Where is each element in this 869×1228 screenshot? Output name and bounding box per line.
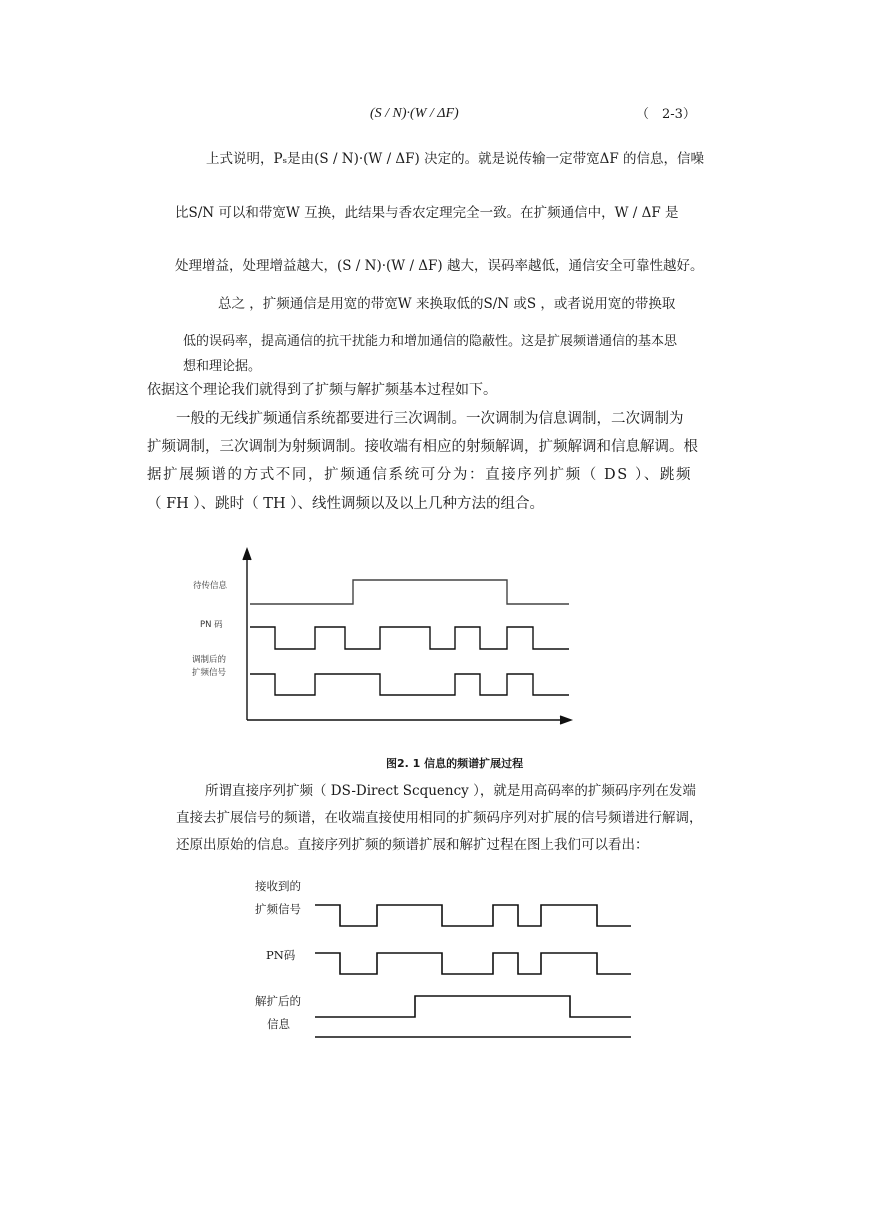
paragraph4-line3: 据扩展频谱的方式不同，扩频通信系统可分为：直接序列扩频（ DS ）、跳频 — [147, 467, 693, 483]
paragraph2-line3: 想和理论据。 — [183, 359, 262, 374]
figure1-label-pn: PN 码 — [200, 620, 223, 630]
paragraph2-line1: 总之 ，扩频通信是用宽的带宽W 来换取低的S/N 或S ，或者说用宽的带换取 — [218, 296, 676, 312]
figure1-label-info: 待传信息 — [193, 581, 228, 591]
figure1-x-arrow — [560, 716, 571, 724]
equation-number: （ 2-3） — [636, 107, 696, 122]
figure2-received-waveform — [315, 905, 631, 926]
paragraph5-line3: 还原出原始的信息。直接序列扩频的频谱扩展和解扩过程在图上我们可以看出： — [176, 837, 649, 853]
paragraph1-line2: 比S/N 可以和带宽W 互换，此结果与香农定理完全一致。在扩频通信中，W / ΔF 是 — [175, 205, 679, 221]
equation-formula: (S / N)·(W / ΔF) — [370, 106, 459, 121]
figure1-info-waveform — [250, 580, 569, 604]
paragraph1-line3: 处理增益，处理增益越大，(S / N)·(W / ΔF) 越大，误码率越低，通信安全可靠性越好。 — [175, 258, 704, 274]
figure1-pn-waveform — [250, 627, 569, 649]
figure1-label-mod1: 调制后的 — [192, 655, 227, 665]
figure2-label-pn: PN码 — [266, 948, 296, 962]
figure2-label-desp1: 解扩后的 — [255, 994, 301, 1008]
figure1-y-arrow — [243, 549, 251, 560]
figure1-label-mod2: 扩频信号 — [192, 668, 227, 678]
paragraph5-line1: 所谓直接序列扩频（ DS-Direct Scquency ），就是用高码率的扩频码序列在发端 — [205, 783, 696, 799]
paragraph1-line1: 上式说明，Pₛ是由(S / N)·(W / ΔF) 决定的。就是说传输一定带宽ΔF 的信息，信噪 — [206, 151, 705, 167]
paragraph3-line1: 依据这个理论我们就得到了扩频与解扩频基本过程如下。 — [147, 382, 497, 398]
figure2-despread-waveform — [315, 996, 631, 1017]
paragraph4-line1: 一般的无线扩频通信系统都要进行三次调制。一次调制为信息调制，二次调制为 — [176, 411, 684, 427]
figure2-label-recv2: 扩频信号 — [255, 902, 301, 916]
figure2-label-recv1: 接收到的 — [255, 879, 301, 893]
figure1-spread-waveform — [250, 674, 569, 695]
figure2-pn-waveform — [315, 953, 631, 974]
paragraph5-line2: 直接去扩展信号的频谱，在收端直接使用相同的扩频码序列对扩展的信号频谱进行解调， — [176, 810, 703, 826]
figure2-label-desp2: 信息 — [267, 1017, 290, 1031]
figure1-caption: 图2. 1 信息的频谱扩展过程 — [386, 757, 524, 770]
paragraph4-line4: （ FH ）、跳时（ TH ）、线性调频以及以上几种方法的组合。 — [147, 496, 544, 512]
paragraph2-line2: 低的误码率，提高通信的抗干扰能力和增加通信的隐蔽性。这是扩展频谱通信的基本思 — [183, 334, 678, 349]
paragraph4-line2: 扩频调制，三次调制为射频调制。接收端有相应的射频解调，扩频解调和信息解调。根 — [147, 439, 698, 455]
